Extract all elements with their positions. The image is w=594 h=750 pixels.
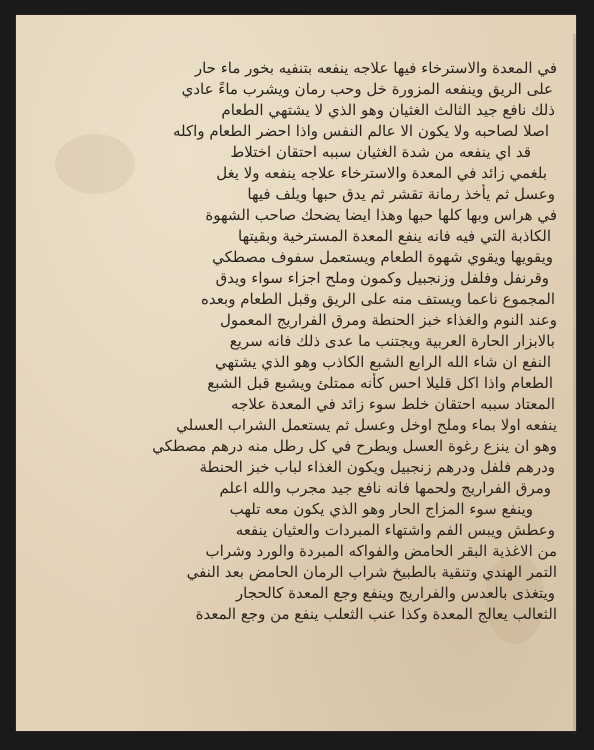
- manuscript-line: [123, 205, 557, 226]
- manuscript-line: [123, 373, 557, 394]
- manuscript-line-text: وقرنفل وفلفل وزنجبيل وكمون وملح اجزاء سواء ويدق: [215, 269, 549, 287]
- manuscript-line: [123, 415, 557, 436]
- manuscript-line: [123, 142, 557, 163]
- manuscript-line: [123, 352, 557, 373]
- manuscript-line-text: ويتغذى بالعدس والفراريج وينفع وجع المعدة كالحجار: [235, 584, 555, 602]
- manuscript-line-text: بالابزار الحارة العربية ويجتنب ما عدى ذلك فانه سريع: [229, 332, 555, 350]
- manuscript-text-block: [123, 58, 557, 708]
- manuscript-line-text: الكاذبة التي فيه فانه ينفع المعدة المسترخية وبقيتها: [238, 227, 551, 245]
- manuscript-line: [123, 79, 557, 100]
- manuscript-page: [15, 14, 577, 732]
- manuscript-line-text: في هراس وبها كلها حبها وهذا ايضا يضحك صاحب الشهوة: [205, 206, 557, 224]
- manuscript-line: [123, 541, 557, 562]
- manuscript-line: [123, 457, 557, 478]
- manuscript-line: [123, 226, 557, 247]
- manuscript-line-text: وهو ان ينزع رغوة العسل ويطرح في كل رطل منه درهم مصطكي: [152, 437, 557, 455]
- manuscript-line: [123, 562, 557, 583]
- manuscript-line: [123, 58, 557, 79]
- manuscript-line: [123, 289, 557, 310]
- manuscript-line: [123, 268, 557, 289]
- manuscript-line: [123, 121, 557, 142]
- manuscript-line: [123, 163, 557, 184]
- manuscript-line-text: اصلا لصاحبه ولا يكون الا عالم النفس واذا احضر الطعام واكله: [173, 122, 549, 140]
- manuscript-line: [123, 184, 557, 205]
- manuscript-line: [123, 478, 557, 499]
- manuscript-line-text: الثعالب يعالج المعدة وكذا عنب الثعلب ينفع من وجع المعدة: [195, 605, 557, 623]
- manuscript-line-text: ذلك نافع جيد الثالث الغثيان وهو الذي لا يشتهي الطعام: [221, 101, 555, 119]
- manuscript-line-text: التمر الهندي وتنقية بالطبيخ شراب الرمان الحامض بعد النفي: [186, 563, 557, 581]
- manuscript-line: [123, 331, 557, 352]
- manuscript-line-text: ويقويها ويقوي شهوة الطعام ويستعمل سفوف مصطكي: [212, 248, 553, 266]
- manuscript-line-text: النفع ان شاء الله الرابع الشبع الكاذب وهو الذي يشتهي: [215, 353, 551, 371]
- manuscript-line-text: المجموع ناعما ويستف منه على الريق وقبل الطعام وبعده: [201, 290, 555, 308]
- manuscript-line-text: وعسل ثم يأخذ رمانة تقشر ثم يدق حبها ويلف فيها: [247, 185, 555, 203]
- page-edge-shadow: [573, 34, 576, 734]
- manuscript-line-text: ودرهم فلفل ودرهم زنجبيل ويكون الغذاء لباب خبز الحنطة: [199, 458, 555, 476]
- manuscript-line-text: بلغمي زائد في المعدة والاسترخاء علاجه ينفعه ولا يغل: [216, 164, 547, 182]
- manuscript-line: [123, 100, 557, 121]
- manuscript-line-text: وعند النوم والغذاء خبز الحنطة ومرق الفراريج المعمول: [220, 311, 557, 329]
- manuscript-line-text: الطعام واذا اكل قليلا احس كأنه ممتلئ ويشبع قبل الشبع: [207, 374, 553, 392]
- manuscript-line: [123, 520, 557, 541]
- manuscript-line: [123, 394, 557, 415]
- manuscript-line: [123, 436, 557, 457]
- manuscript-line-text: المعتاد سببه احتقان خلط سوء زائد في المعدة علاجه: [231, 395, 555, 413]
- manuscript-line-text: على الريق وينفعه المزورة خل وحب رمان ويشرب ماءً عادي: [181, 80, 553, 98]
- manuscript-line-text: ومرق الفراريج ولحمها فانه نافع جيد مجرب والله اعلم: [219, 479, 551, 497]
- manuscript-line: [123, 247, 557, 268]
- manuscript-line-text: وينفع سوء المزاج الحار وهو الذي يكون معه تلهب: [229, 500, 533, 518]
- manuscript-line-text: في المعدة والاسترخاء فيها علاجه ينفعه بتنفيه بخور ماء حار: [194, 59, 557, 77]
- manuscript-line-text: وعطش ويبس الفم واشتهاء المبردات والعثيان ينفعه: [235, 521, 555, 539]
- manuscript-line: [123, 583, 557, 604]
- manuscript-line-text: قد اي ينفعه من شدة الغثيان سببه احتقان اختلاط: [230, 143, 531, 161]
- manuscript-line-text: ينفعه اولا بماء وملح اوخل وعسل ثم يستعمل الشراب العسلي: [176, 416, 557, 434]
- manuscript-line-text: من الاغذية البقر الحامض والفواكه المبردة والورد وشراب: [205, 542, 557, 560]
- manuscript-line: [123, 310, 557, 331]
- manuscript-line: [123, 499, 557, 520]
- manuscript-line: [123, 604, 557, 625]
